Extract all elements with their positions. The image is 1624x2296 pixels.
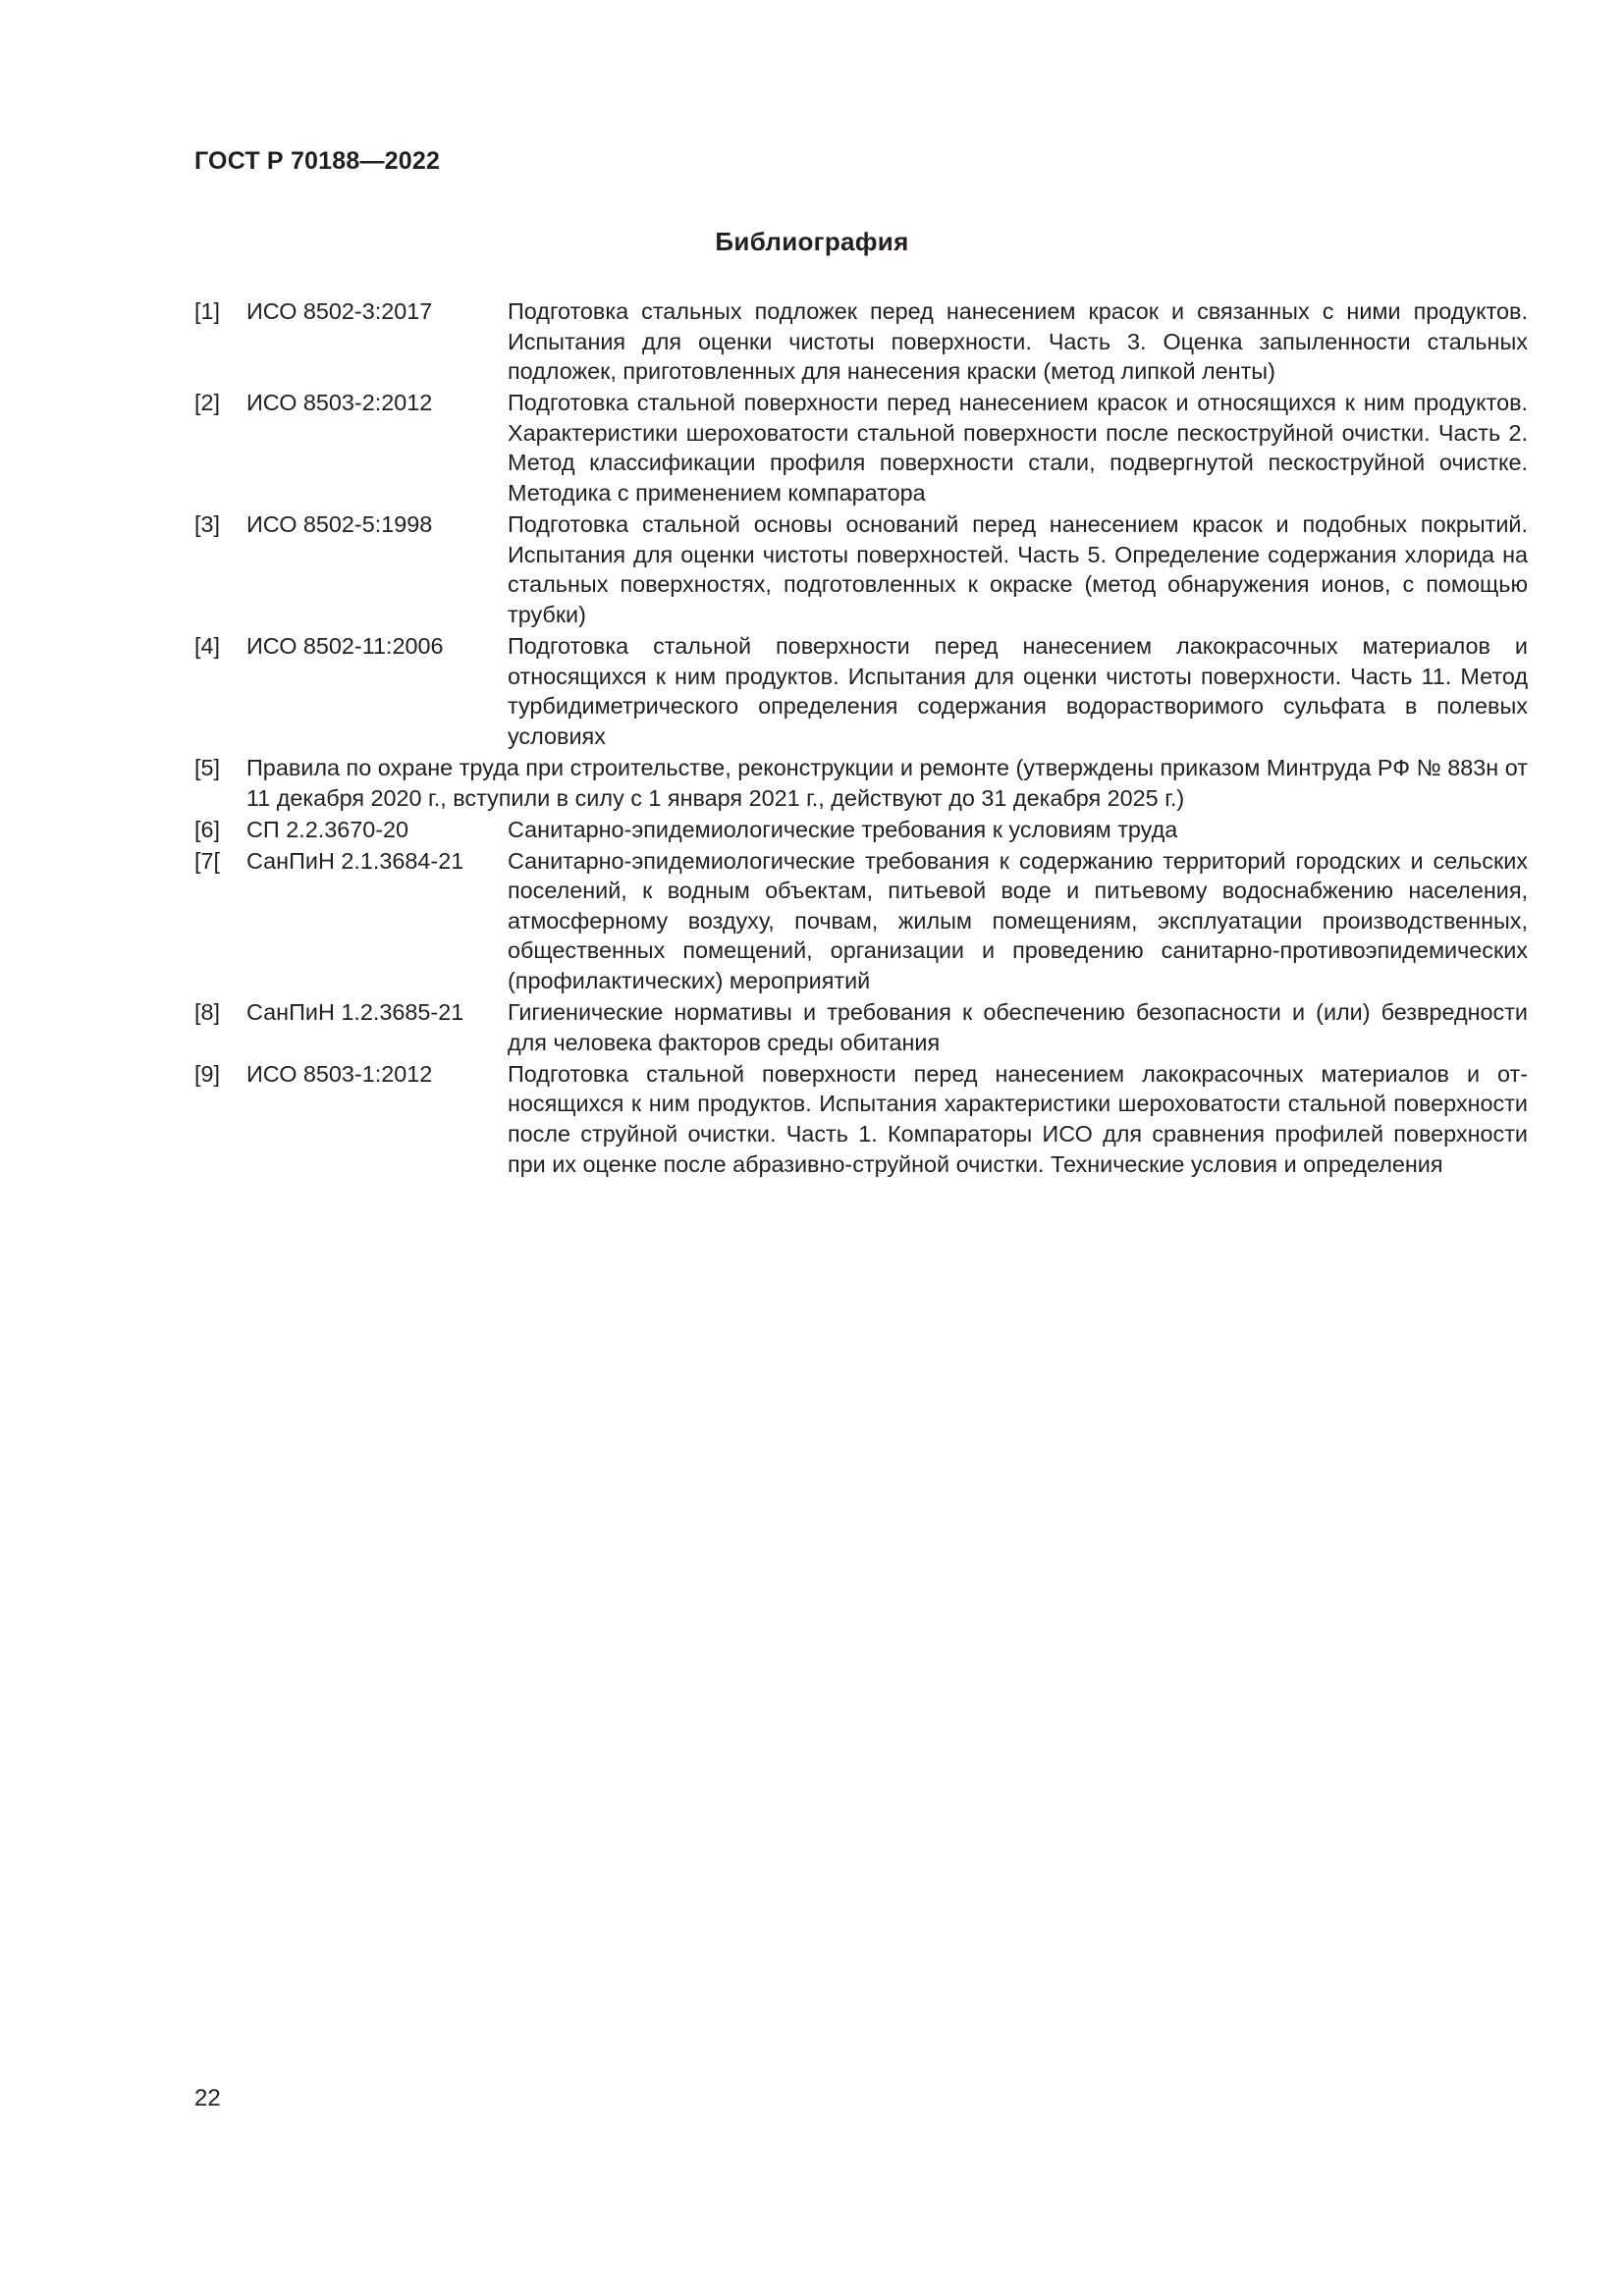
entry-description: Подготовка стальных подложек перед нанесением красок и связанных с ними продуктов. Испытания для оценки чистоты поверхности. Часть 3. Оценка запыленности стальных подложек, приготовленных для нанесения краски (метод липкой ленты) <box>508 298 1528 385</box>
entry-number: [5] <box>194 754 221 780</box>
bibliography-entry-4 <box>194 631 1528 751</box>
entry-document-id: ИСО 8502-5:1998 <box>246 511 433 538</box>
bibliography-entry-6 <box>194 815 1528 845</box>
entry-description: Подготовка стальной поверхности перед нанесением лакокрасочных материалов и относящихся к ним продуктов. Испытания характеристики шероховатости стальной поверхности после струйной очистки. Часть 1. Компараторы ИСО для сравнения профилей поверхности при их оценке после абразивно-струйной очистки. Технические условия и определения <box>508 1060 1528 1177</box>
page-number: 22 <box>194 2085 221 2111</box>
entry-description: Санитарно-эпидемиологические требования к условиям труда <box>508 816 1178 842</box>
entry-number: [4] <box>194 633 221 660</box>
entry-document-id: СанПиН 2.1.3684-21 <box>246 847 464 874</box>
entry-number: [9] <box>194 1060 221 1087</box>
entry-number: [6] <box>194 816 221 842</box>
entry-document-id: СанПиН 1.2.3685-21 <box>246 999 464 1026</box>
entry-description: Санитарно-эпидемиологические требования к содержанию территорий городских и сельских поселений, к водным объектам, питьевой воде и питьевому водоснабжению населения, атмосферному воздуху, почвам, жилым помещениям, эксплуатации производственных, общественных помещений, организации и проведению санитарно-противоэпидемических (профилактических) мероприятий <box>508 847 1528 994</box>
entry-number: [7[ <box>194 847 221 874</box>
entry-description: Подготовка стальной поверхности перед нанесением красок и относящихся к ним продуктов. Характеристики шероховатости стальной поверхности после пескоструйной очистки. Часть 2. Метод классификации профиля поверхности стали, подвергнутой пескоструйной очистке. Методика с применением компаратора <box>508 390 1528 507</box>
entry-document-id: ИСО 8502-11:2006 <box>246 633 444 660</box>
entry-number: [3] <box>194 511 221 538</box>
entry-document-id: ИСО 8503-2:2012 <box>246 390 433 416</box>
bibliography-entry-9 <box>194 1059 1528 1179</box>
bibliography-entry-3 <box>194 509 1528 629</box>
bibliography-entry-1 <box>194 296 1528 387</box>
entry-document-id: ИСО 8503-1:2012 <box>246 1060 433 1087</box>
entry-number: [2] <box>194 390 221 416</box>
entry-description: Подготовка стальной основы оснований перед нанесением красок и подобных покрытий. Испытания для оценки чистоты поверхностей. Часть 5. Определение содержания хлорида на стальных поверхностях, подготовленных к окраске (метод обнаружения ионов, с помощью трубки) <box>508 511 1528 627</box>
entry-description: Правила по охране труда при строительстве, реконструкции и ремонте (утверждены приказом Минтруда РФ № 883н от 11 декабря 2020 г., вступили в силу с 1 января 2021 г., действуют до 31 декабря 2025 г.) <box>246 754 1528 811</box>
entry-description: Подготовка стальной поверхности перед нанесением лакокрасочных материалов и относящихся к ним продуктов. Испытания для оценки чистоты поверхности. Часть 11. Метод турбидиметрического определения содержания водорастворимого сульфата в полевых условиях <box>508 633 1528 749</box>
entry-number: [8] <box>194 999 221 1026</box>
bibliography-list <box>194 296 1528 1181</box>
bibliography-entry-2 <box>194 388 1528 507</box>
bibliography-entry-5 <box>194 753 1528 813</box>
bibliography-entry-7 <box>194 846 1528 996</box>
entry-number: [1] <box>194 298 221 324</box>
section-title: Библиография <box>715 227 909 256</box>
entry-document-id: ИСО 8502-3:2017 <box>246 298 433 324</box>
entry-document-id: СП 2.2.3670-20 <box>246 816 409 842</box>
entry-description: Гигиенические нормативы и требования к обеспечению безопасности и (или) безвредности для человека факторов среды обитания <box>508 999 1528 1055</box>
document-header: ГОСТ Р 70188—2022 <box>194 147 441 175</box>
bibliography-entry-8 <box>194 997 1528 1057</box>
